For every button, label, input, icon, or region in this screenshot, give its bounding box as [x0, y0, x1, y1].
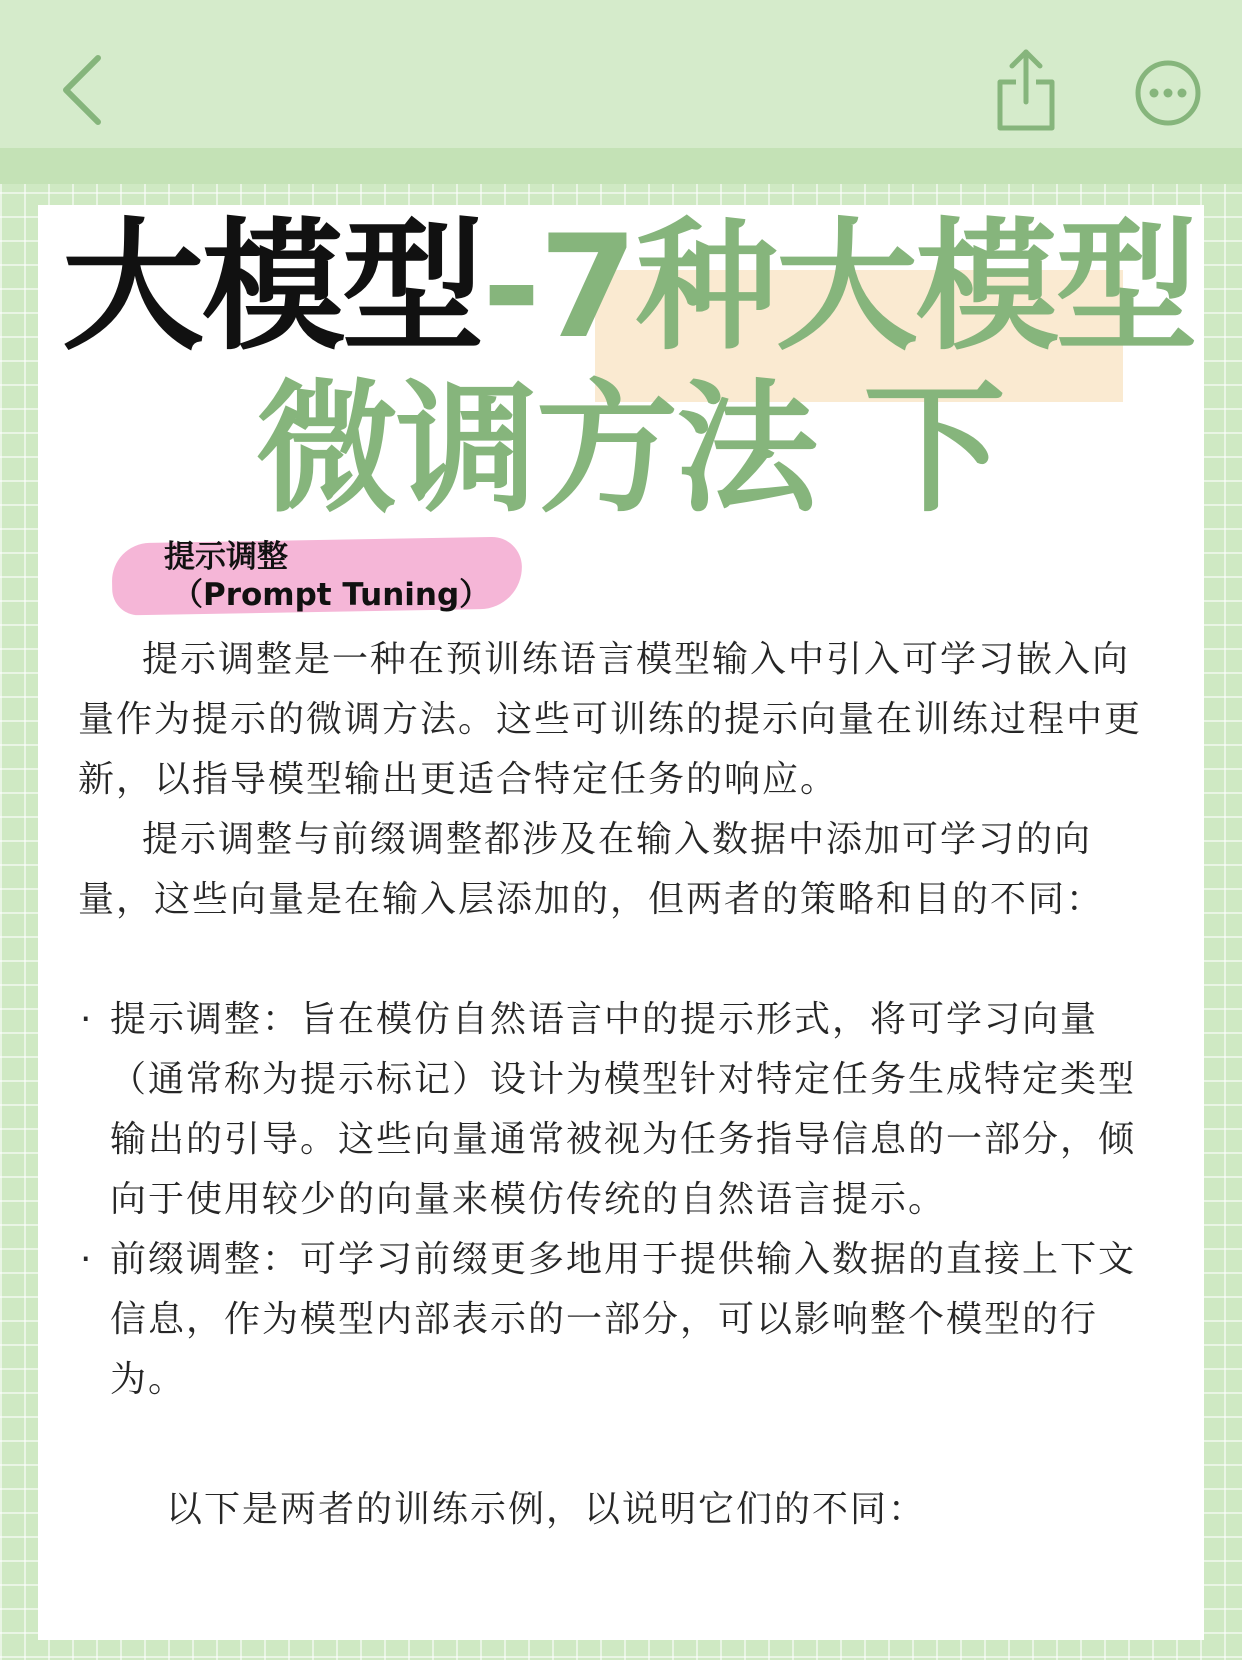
paragraph-comparison: 提示调整与前缀调整都涉及在输入数据中添加可学习的向量，这些向量是在输入层添加的，但两者的策略和目的不同：: [78, 819, 1105, 920]
page-title-line1: [62, 205, 1196, 370]
list-item: [78, 1230, 1158, 1410]
chevron-left-icon: [52, 50, 112, 130]
more-options-button[interactable]: [1133, 58, 1203, 128]
title-part-green: -7种大模型: [482, 205, 1196, 370]
list-item: [78, 990, 1158, 1230]
section-title-line1: 提示调整: [164, 539, 288, 575]
list-item-text: 前缀调整：可学习前缀更多地用于提供输入数据的直接上下文信息，作为模型内部表示的一部分，可以影响整个模型的行为。: [110, 1239, 1137, 1400]
share-button[interactable]: [996, 46, 1056, 132]
comparison-list: [78, 990, 1158, 1410]
paragraph-intro: 提示调整是一种在预训练语言模型输入中引入可学习嵌入向量作为提示的微调方法。这些可训练的提示向量在训练过程中更新，以指导模型输出更适合特定任务的响应。: [78, 639, 1143, 800]
bullet-dot: ·: [80, 1239, 94, 1280]
more-icon: [1133, 58, 1203, 128]
back-button[interactable]: [52, 50, 112, 130]
paragraph-example-intro: 以下是两者的训练示例，以说明它们的不同：: [166, 1489, 927, 1530]
page-title-line2: 微调方法 下: [256, 367, 1004, 532]
section-title-line2: （Prompt Tuning）: [172, 577, 491, 613]
bullet-dot: ·: [80, 999, 94, 1040]
navigation-bar-divider: [0, 148, 1242, 184]
share-icon: [996, 46, 1056, 132]
title-part-black: 大模型: [62, 205, 482, 370]
list-item-text: 提示调整：旨在模仿自然语言中的提示形式，将可学习向量（通常称为提示标记）设计为模型针对特定任务生成特定类型输出的引导。这些向量通常被视为任务指导信息的一部分，倾向于使用较少的向量来模仿传统的自然语言提示。: [110, 999, 1137, 1220]
section-title: [112, 538, 522, 614]
